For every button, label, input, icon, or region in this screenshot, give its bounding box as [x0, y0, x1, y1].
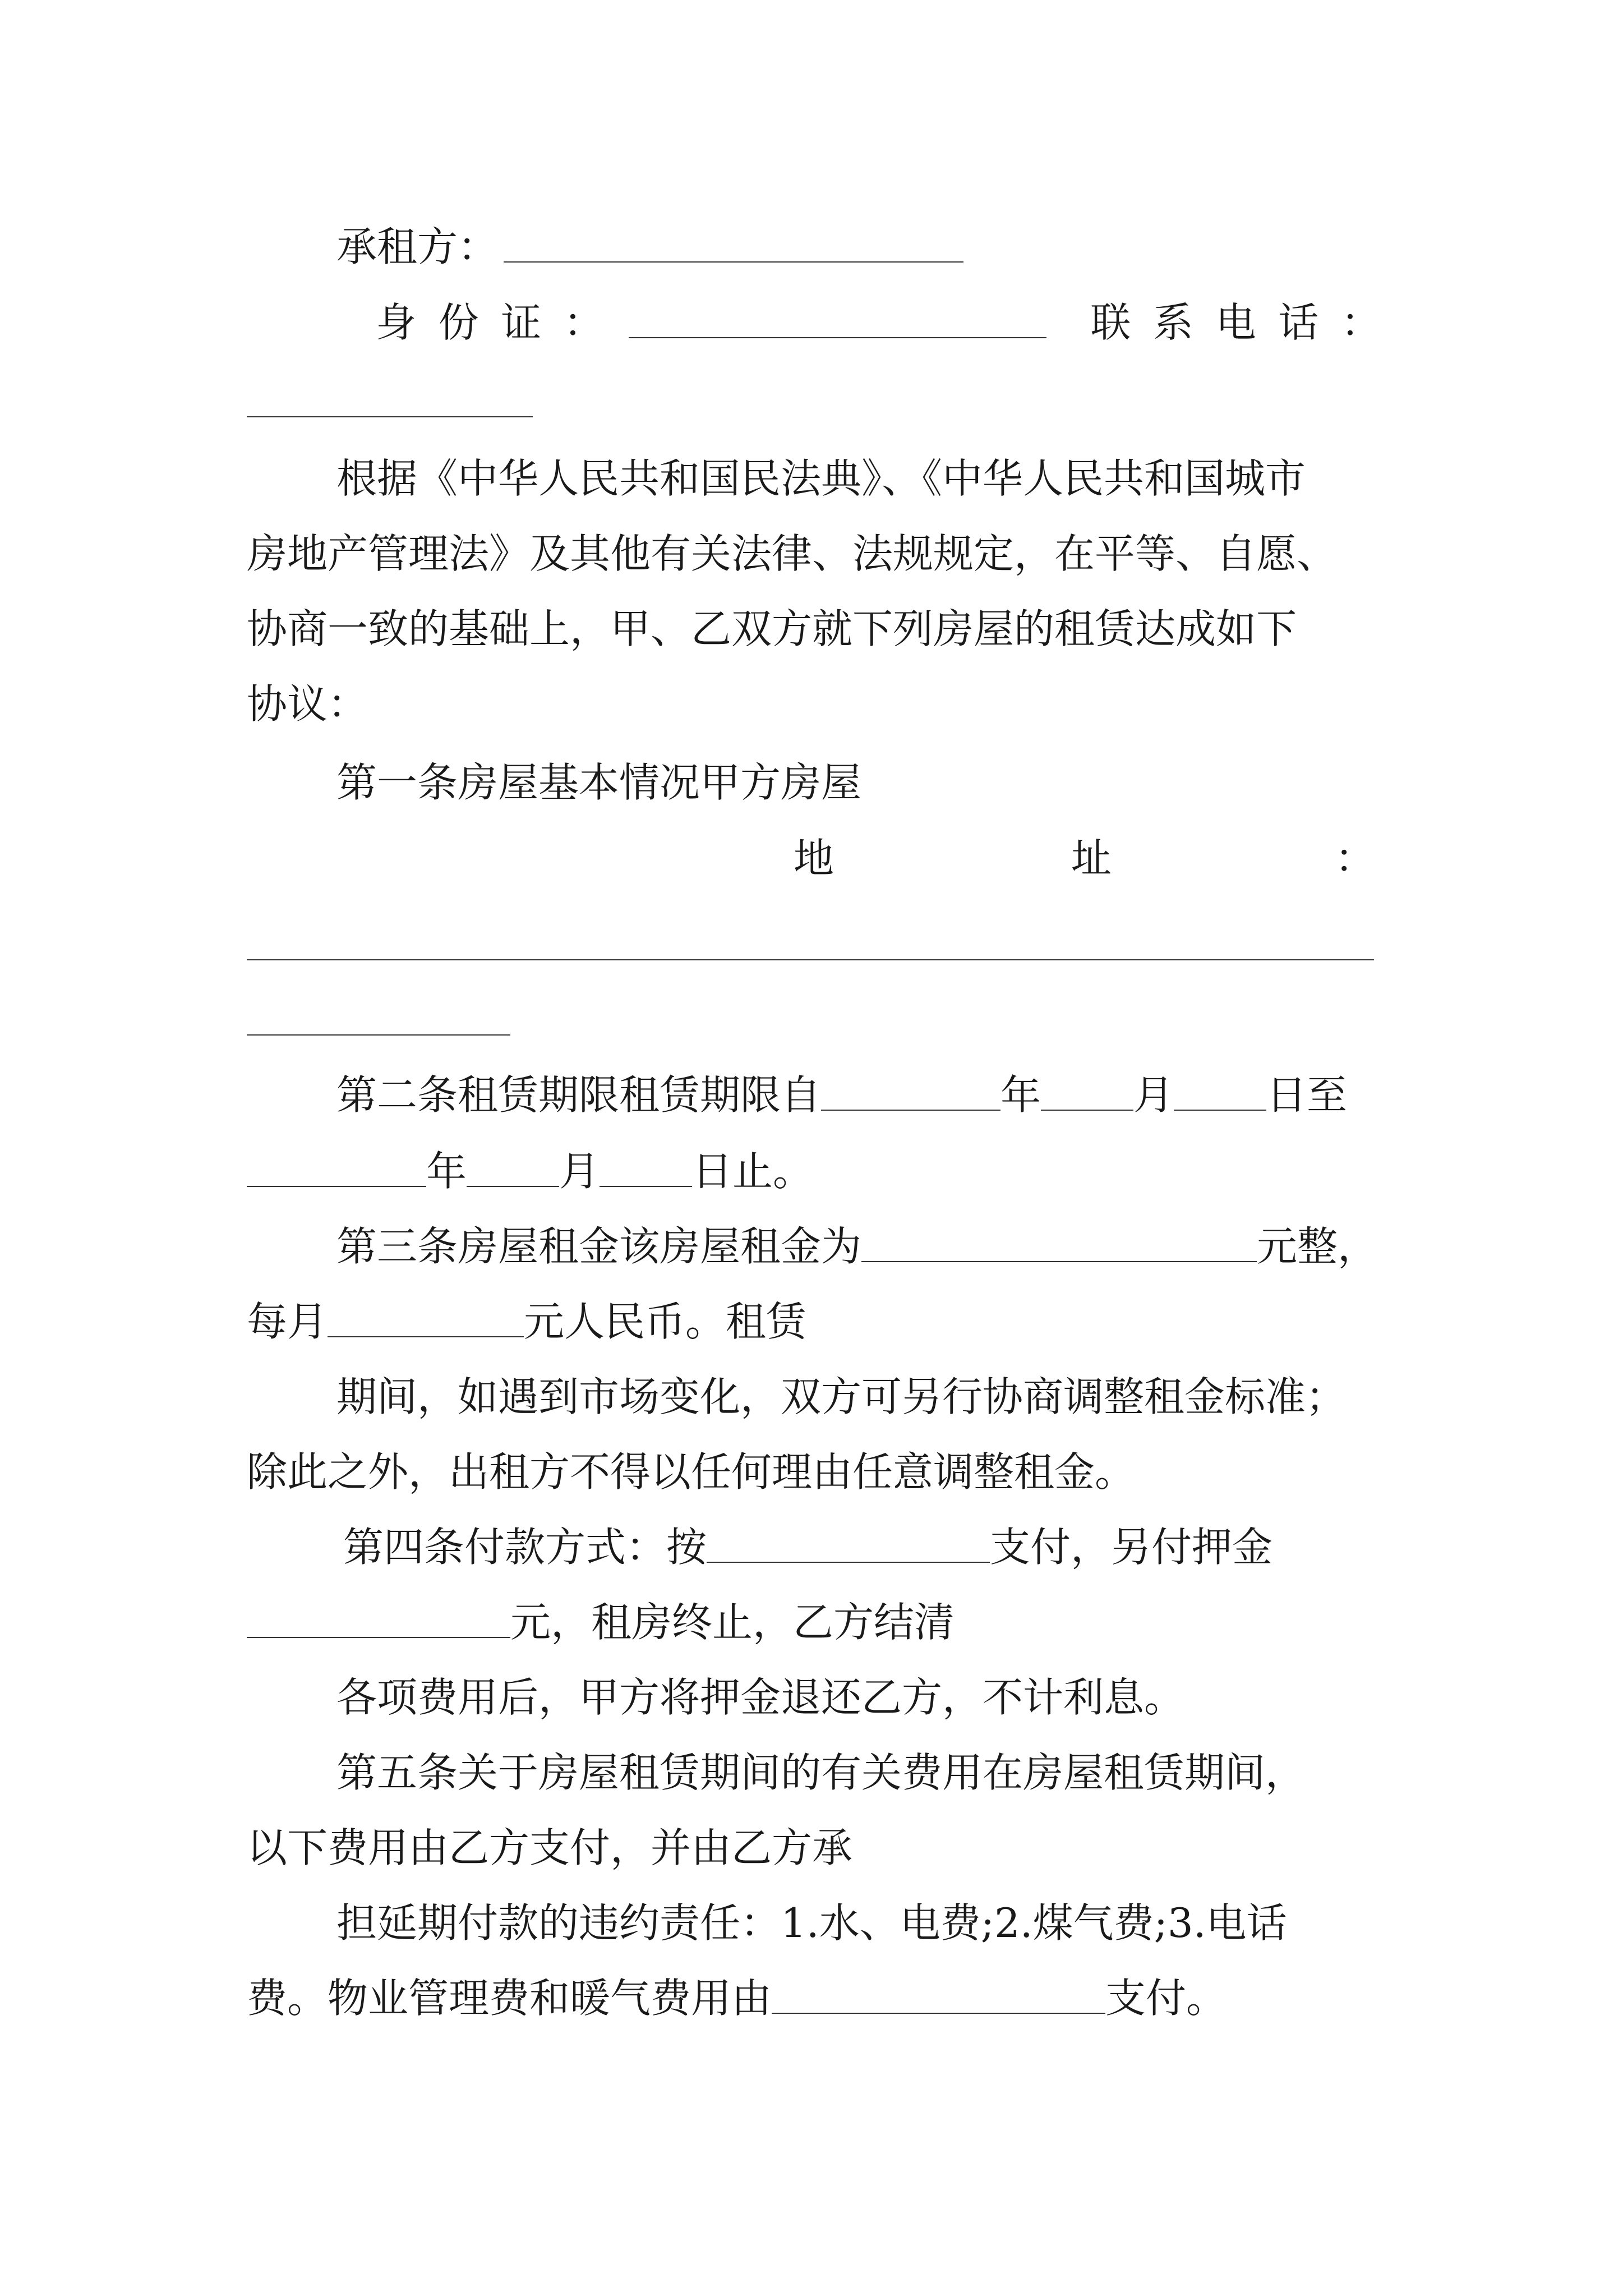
article-3-line-2 — [247, 1294, 806, 1350]
deposit-label: 支付，另付押金 — [990, 1524, 1273, 1571]
address-blank-1 — [247, 959, 1374, 960]
fees-payer-blank — [772, 1958, 1105, 2014]
article-4-title: 第四条付款方式：按 — [343, 1524, 707, 1571]
preamble-line-2: 房地产管理法》及其他有关法律、法规规定，在平等、自愿、 — [247, 530, 1338, 577]
article-5-line-4 — [247, 1970, 1227, 2026]
id-phone-line — [376, 295, 1403, 351]
address-colon: ： — [1335, 835, 1376, 882]
year-label: 年 — [1000, 1071, 1041, 1119]
start-month-blank — [1041, 1055, 1133, 1111]
address-blank-2 — [247, 1034, 510, 1036]
deposit-unit: 元，租房终止，乙方结清 — [510, 1599, 955, 1646]
article-4-line-1 — [343, 1519, 1272, 1575]
end-year-blank — [247, 1131, 426, 1187]
tenant-line — [336, 219, 963, 275]
id-label: 身份证： — [376, 299, 626, 346]
article-2-line-2 — [247, 1143, 813, 1199]
fees-label: 费。物业管理费和暖气费用由 — [247, 1975, 772, 2022]
article-4-line-3: 各项费用后，甲方将押金退还乙方，不计利息。 — [336, 1674, 1185, 1721]
address-label-a: 地 — [794, 835, 834, 882]
article-4-line-2 — [247, 1594, 955, 1650]
monthly-label: 每月 — [247, 1298, 328, 1345]
article-3-line-4: 除此之外，出租方不得以任何理由任意调整租金。 — [247, 1448, 1136, 1496]
start-year-blank — [821, 1055, 1000, 1111]
fees-pay-label: 支付。 — [1105, 1975, 1227, 2022]
article-3-line-3: 期间，如遇到市场变化，双方可另行协商调整租金标准； — [336, 1373, 1347, 1420]
id-blank — [629, 282, 1046, 338]
article-2-line-1 — [336, 1067, 1347, 1123]
monthly-rent-blank — [328, 1281, 524, 1337]
preamble-line-1: 根据《中华人民共和国民法典》、《中华人民共和国城市 — [336, 455, 1306, 502]
start-day-blank — [1174, 1055, 1266, 1111]
article-1-title: 第一条房屋基本情况甲方房屋 — [336, 759, 862, 806]
preamble-line-3: 协商一致的基础上，甲、乙双方就下列房屋的租赁达成如下 — [247, 605, 1297, 652]
end-month-blank — [467, 1131, 559, 1187]
article-5-line-1: 第五条关于房屋租赁期间的有关费用在房屋租赁期间， — [336, 1749, 1306, 1796]
end-day-blank — [600, 1131, 692, 1187]
monthly-rent-unit: 元人民币。租赁 — [524, 1298, 807, 1345]
payment-method-blank — [707, 1507, 990, 1563]
end-year-label: 年 — [426, 1148, 467, 1195]
tenant-label: 承租方： — [336, 223, 499, 270]
end-month-label: 月 — [559, 1148, 600, 1195]
rent-total-unit: 元整， — [1257, 1223, 1378, 1270]
article-5-line-2: 以下费用由乙方支付，并由乙方承 — [247, 1824, 853, 1871]
phone-blank — [247, 416, 533, 417]
tenant-blank — [504, 206, 963, 263]
article-3-line-1 — [336, 1218, 1378, 1274]
article-2-title: 第二条租赁期限租赁期限自 — [336, 1071, 822, 1119]
day-to-label: 日至 — [1266, 1071, 1348, 1119]
phone-label: 联系电话： — [1090, 299, 1404, 346]
article-3-title: 第三条房屋租金该房屋租金为 — [336, 1223, 862, 1270]
end-day-label: 日止。 — [692, 1148, 814, 1195]
month-label: 月 — [1133, 1071, 1174, 1119]
article-5-line-3: 担延期付款的违约责任：1.水、电费;2.煤气费;3.电话 — [336, 1899, 1287, 1947]
address-label-b: 址 — [1071, 835, 1112, 882]
preamble-line-4: 协议： — [247, 680, 368, 728]
deposit-blank — [247, 1582, 510, 1638]
rent-total-blank — [861, 1206, 1257, 1262]
